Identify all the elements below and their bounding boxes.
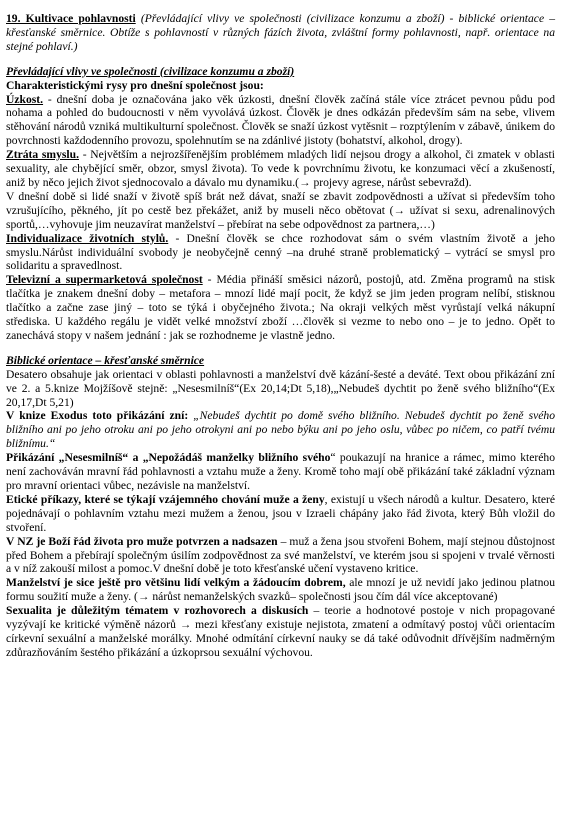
paragraph-ztrata-smyslu [6,148,555,190]
paragraph-v-nz-text: – muž a žena jsou stvořeni Bohem, mají stejnou důstojnost před Bohem a přebírají společným úsilím zodpovědnost za své manželství, ve kterém jsou si spojeni v trvalé věrnosti a v níž zakouší milost a pomoc.V dnešní době je toto křesťanské učení vystaveno kritice. [6,534,555,576]
paragraph-desatero: Desatero obsahuje jak orientaci v oblasti pohlavnosti a manželství dvě kázání-šesté a deváté. Text obou přikázání zní ve 2. a 5.knize Mojžíšově stejně: „Nesesmilníš“(Ex 20,14;Dt 5,18),„Nebudeš dychtit po ženě svého bližního“(Ex 20,17,Dt 5,21) [6,367,555,409]
term-v-knize-exodus: V knize Exodus toto přikázání zní: [6,409,189,423]
paragraph-manzelstvi [6,576,555,604]
paragraph-uzkost-text: - dnešní doba je označována jako věk úzkosti, dnešní člověk začíná stále více ztrácet pevnou půdu pod nohama a pohled do budoucnosti v něm vyvolává úzkost. Člověk je dnes odkázán především sám na sebe, vlivem stěhování národů vzniká multikulturní společnost. Člověk se snaží úzkost vytěsnit – rozptýlením v zábavě, únikem do povrchnosti každodenního provozu, spolehnutím se na zdánlivé jistoty (bohatství, alkohol, drogy). [6,92,555,148]
term-televizni: Televizní a supermarketová společnost [6,273,203,287]
term-manzelstvi: Manželství je sice ještě pro většinu lidí velkým a žádoucím dobrem, [6,576,346,590]
paragraph-prikazani [6,451,555,493]
paragraph-manzelstvi-text: ale mnozí je už nevidí jako jedinou platnou formu soužití muže a ženy. (→ nárůst nemanželských svazků– společnosti jsou čím dál více akceptované) [6,576,555,604]
paragraph-prikazani-text: “ poukazují na hranice a rámec, mimo kterého není zachováván mravní řád pohlavnosti a vztahu muže a ženy. Kromě toho mají obě přikázání také základní význam pro mravní orientaci vůbec, nezávisle na manželství. [6,451,556,492]
paragraph-eticke-text: , existují u všech národů a kultur. Desatero, které pojednávají o pohlavním vztahu mezi mužem a ženou, jsou v Izraeli chápány jako řád života, který Bůh vložil do stvoření. [6,492,555,534]
term-eticke-prikazy: Etické příkazy, které se týkají vzájemného chování muže a ženy [6,492,325,506]
paragraph-v-dnesni-dobe: V dnešní době si lidé snaží v životě spíš brát než dávat, snaží se zbavit zodpovědnosti a užívat si především toho vzrušujícího, pěkného, jít po cestě bez překážet, aniž by museli něco obětovat (→ užívat si sexu, adrenalinových sportů,…vyhovuje jim neuzavírat manželství – přebírat na sebe odpovědnost za partnera,…) [6,189,555,231]
term-prikazani: Přikázání „Nesesmilníš“ a „Nepožádáš manželky bližního svého [6,451,331,465]
term-v-nz: V NZ je Boží řád života pro muže potvrzen a nadsazen [6,534,278,548]
paragraph-v-knize-exodus [6,409,555,451]
paragraph-televizni [6,273,555,343]
topic-title: 19. Kultivace pohlavnosti [6,12,136,25]
topic-subtitle: (Převládající vlivy ve společnosti (civilizace konzumu a zboží) - biblické orientace – křesťanské směrnice. Obtíže s pohlavností v různých fázích života, zvláštní formy pohlavnosti, např. orientace na stejné pohlaví.) [6,12,555,53]
paragraph-ztrata-text: - Největším a nejrozšířenějším problémem mladých lidí nejsou drogy a alkohol, či zmatek v oblasti sexuality, ale chybějící směr, obzor, smysl života). To vede k povrchnímu životu, ke konzumaci věcí a zkušeností, aniž by něco jejich život sjednocovalo a dávalo mu dynamiku.(→ projevy agrese, nárůst sebevražd). [6,148,555,189]
paragraph-individualizace [6,232,555,274]
paragraph-uzkost [6,93,555,149]
exodus-quote: „Nebudeš dychtit po domě svého bližního. Nebudeš dychtit po ženě svého bližního ani po jeho otroku ani po jeho otrokyni ani po nebo býku ani po jeho oslu, vůbec po ničem, co patří tvému bližnímu.“ [6,409,555,451]
term-individualizace: Individualizace životních stylů. [6,231,169,245]
term-ztrata-smyslu: Ztráta smyslu. [6,148,79,162]
intro-line: Charakteristickými rysy pro dnešní společnost jsou: [6,78,264,92]
term-uzkost: Úzkost. [6,92,44,106]
term-sexualita: Sexualita je důležitým tématem v rozhovorech a diskusích [6,604,309,618]
paragraph-v-nz [6,535,555,577]
paragraph-eticke-prikazy [6,493,555,535]
paragraph-sexualita [6,604,555,660]
section-heading-biblical: Biblické orientace – křesťanské směrnice [6,353,205,367]
paragraph-individualizace-text: - Dnešní člověk se chce rozhodovat sám o svém vlastním životě a jeho smyslu.Nárůst individuální svobody je neobyčejně cenný –na druhé straně problematický – vytrácí se smysl pro solidaritu a spravedlnost. [6,231,555,273]
paragraph-televizni-text: - Média přináší směsici názorů, postojů, atd. Změna programů na stisk tlačítka je znakem dnešní doby – metafora – mnozí lidé mají pocit, že když se jim jeden program nelíbí, stisknou tlačítko a začne zase jiný – toto se týká i obyčejného života.; Na okraji velkých měst vyrůstají velká nákupní střediska. U každého regálu je vidět velké množství zboží …člověk si vezme to nebo ono – je to jedno. Opět to zanechává stopy v našem jednání : jak se rozhodneme je vlastně jedno. [6,273,555,342]
paragraph-sexualita-text: – teorie a hodnotové postoje v nich propagované vyzývají ke kritické výměně názorů → mezi křesťany existuje nejistota, zmatení a odmítavý postoj vůči orientacím církevní sexuální a manželské morálky. Mnohé odmítání církevní nauky se dá také odůvodnit dřívějším nadměrným zdůrazňováním šestého přikázání a úzkoprsou sexuální výchovou. [6,604,556,659]
section-heading-influences: Převládající vlivy ve společnosti (civilizace konzumu a zboží) [6,64,295,78]
document-header [6,12,555,54]
